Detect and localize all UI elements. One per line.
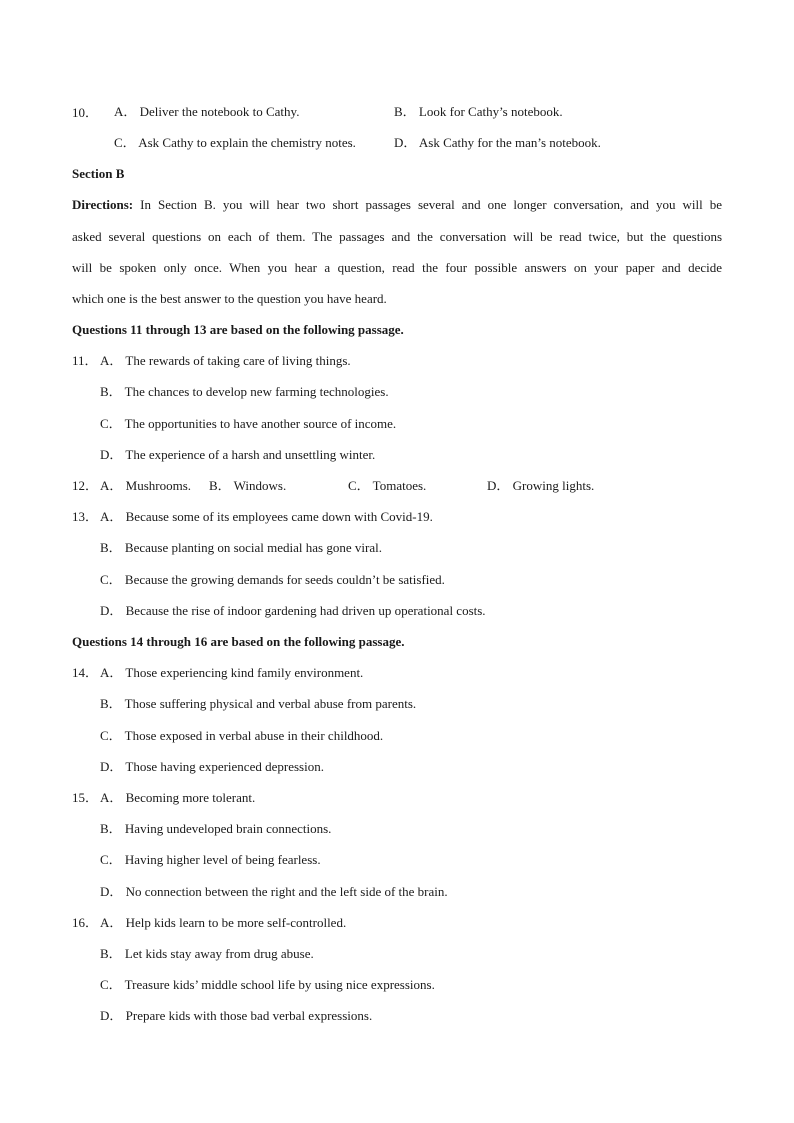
section-heading: Section B <box>72 166 125 181</box>
q10-option-c: C． Ask Cathy to explain the chemistry notes. <box>114 135 356 150</box>
q16-option-d: D． Prepare kids with those bad verbal expressions. <box>100 1008 373 1023</box>
q14-option-d: D． Those having experienced depression. <box>100 759 324 774</box>
q13-option-c: C． Because the growing demands for seeds couldn’t be satisfied. <box>100 572 445 587</box>
directions-line-2: asked several questions on each of them. The passages and the conversation will be read twice, but the questions <box>72 229 722 244</box>
directions-line-1 <box>72 197 722 213</box>
q10-option-d: D． Ask Cathy for the man’s notebook. <box>394 135 601 150</box>
q11-option-a: A． The rewards of taking care of living things. <box>100 353 351 368</box>
q15-option-b: B． Having undeveloped brain connections. <box>100 821 332 836</box>
q15-option-c: C． Having higher level of being fearless. <box>100 852 321 867</box>
q10-option-b: B． Look for Cathy’s notebook. <box>394 104 563 119</box>
directions-label: Directions: <box>72 197 134 212</box>
directions-line-4: which one is the best answer to the question you have heard. <box>72 291 387 306</box>
q12-option-d: D． Growing lights. <box>487 478 595 493</box>
q11-option-c: C． The opportunities to have another source of income. <box>100 416 397 431</box>
q13-option-b: B． Because planting on social medial has gone viral. <box>100 540 382 555</box>
directions-line-3: will be spoken only once. When you hear a question, read the four possible answers on your paper and decide <box>72 260 722 275</box>
q13-number: 13． <box>72 509 99 524</box>
q14-option-b: B． Those suffering physical and verbal abuse from parents. <box>100 696 417 711</box>
group1-heading: Questions 11 through 13 are based on the following passage. <box>72 322 404 337</box>
q13-option-a: A． Because some of its employees came down with Covid-19. <box>100 509 433 524</box>
q11-number: 11． <box>72 353 98 368</box>
q15-option-a: A． Becoming more tolerant. <box>100 790 256 805</box>
q12-option-c: C． Tomatoes. <box>348 478 427 493</box>
q15-option-d: D． No connection between the right and the left side of the brain. <box>100 884 448 899</box>
group2-heading: Questions 14 through 16 are based on the following passage. <box>72 634 405 649</box>
q12-number: 12． <box>72 478 99 493</box>
q15-number: 15． <box>72 790 99 805</box>
q16-option-a: A． Help kids learn to be more self-controlled. <box>100 915 347 930</box>
directions-text-1: In Section B. you will hear two short passages several and one longer conversation, and you will be <box>133 197 722 212</box>
q11-option-d: D． The experience of a harsh and unsettling winter. <box>100 447 376 462</box>
q11-option-b: B． The chances to develop new farming technologies. <box>100 384 389 399</box>
q10-option-a: A． Deliver the notebook to Cathy. <box>114 104 300 119</box>
q14-option-a: A． Those experiencing kind family environment. <box>100 665 364 680</box>
q12-option-b: B． Windows. <box>209 478 287 493</box>
q14-option-c: C． Those exposed in verbal abuse in their childhood. <box>100 728 384 743</box>
q10-number: 10． <box>72 105 99 120</box>
q16-number: 16． <box>72 915 99 930</box>
q14-number: 14． <box>72 665 99 680</box>
q13-option-d: D． Because the rise of indoor gardening had driven up operational costs. <box>100 603 486 618</box>
q16-option-c: C． Treasure kids’ middle school life by using nice expressions. <box>100 977 435 992</box>
q12-option-a: A． Mushrooms. <box>100 478 192 493</box>
q16-option-b: B． Let kids stay away from drug abuse. <box>100 946 314 961</box>
